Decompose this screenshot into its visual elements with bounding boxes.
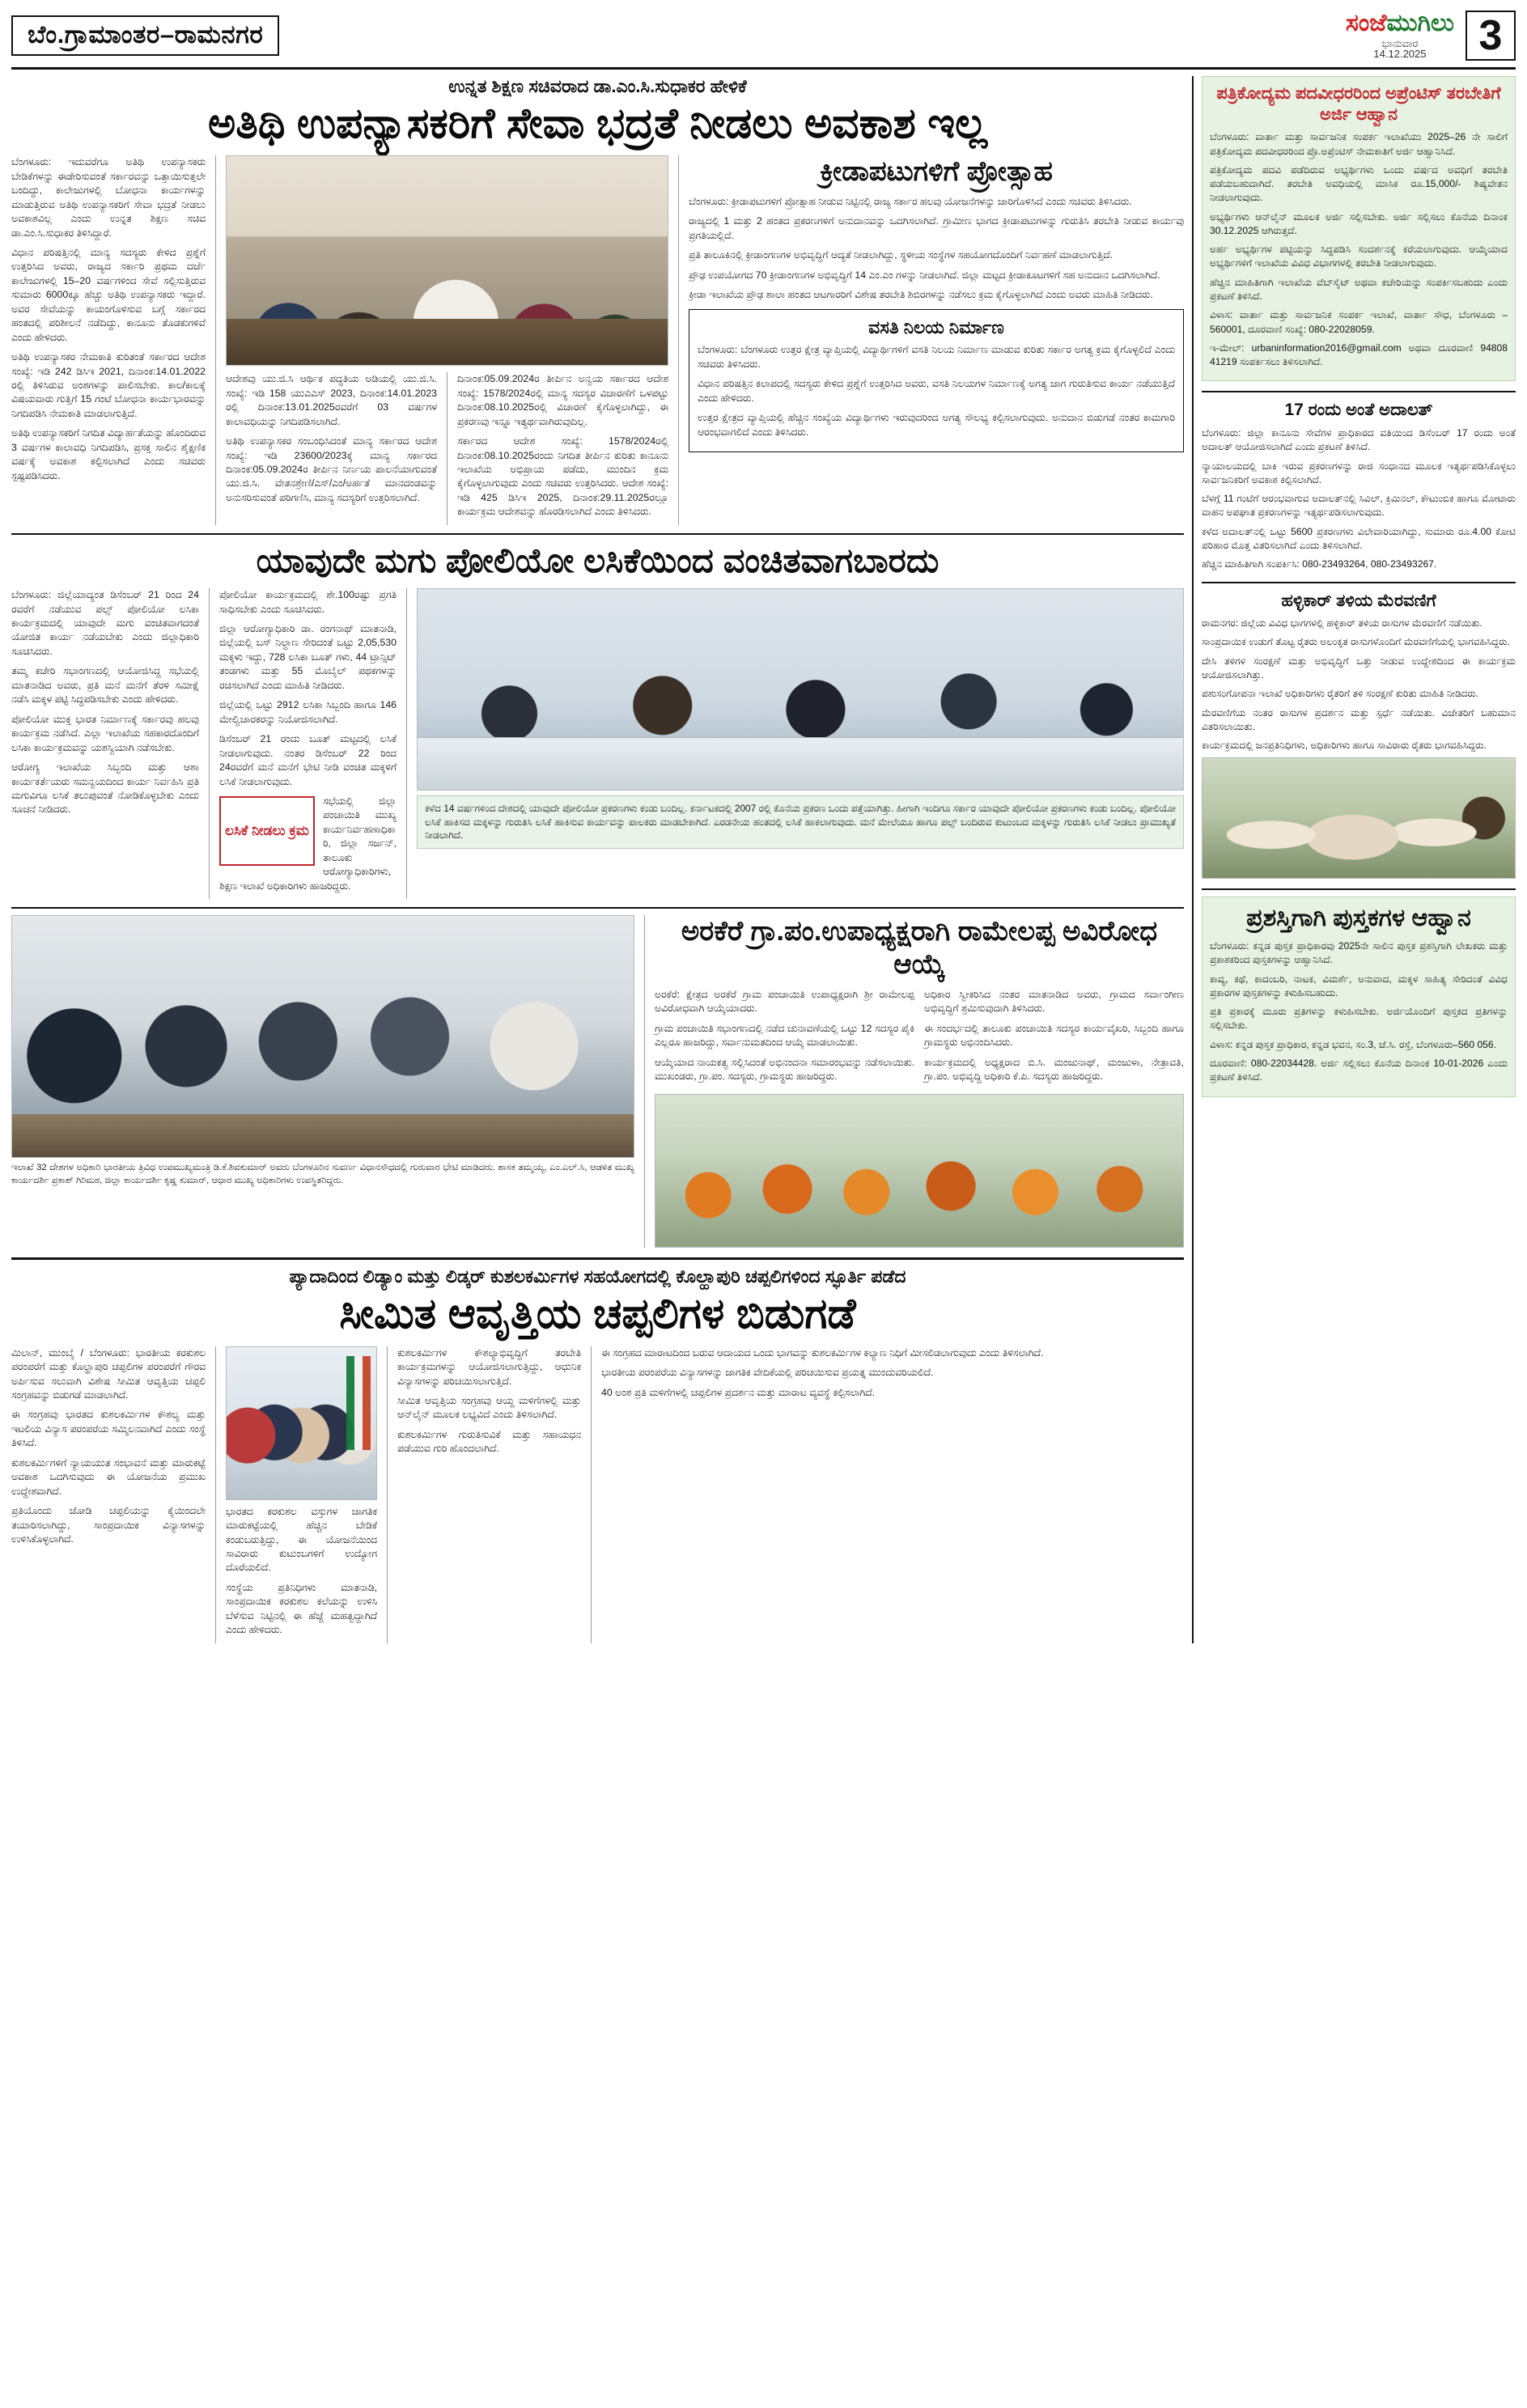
footwear-col-3 <box>387 1346 581 1643</box>
book-award-title: ಪ್ರಶಸ್ತಿಗಾಗಿ ಪುಸ್ತಕಗಳ ಆಹ್ವಾನ <box>1246 905 1471 932</box>
paragraph: ಪ್ರೌಢ ಉಪಯೋಗದ 70 ಕ್ರೀಡಾಂಗಣಗಳ ಅಭಿವೃದ್ಧಿಗೆ 14 ಎಂ.ಎಂ ಗಳನ್ನು ನೀಡಲಾಗಿದೆ. ಜಿಲ್ಲಾ ಮಟ್ಟದ ಕ್ರೀಡಾಕೂಟಗಳಿಗೆ ಸಹ ಅನುದಾನ ಒದಗಿಸಲಾಗಿದೆ. <box>689 269 1160 281</box>
paragraph: ಗ್ರಾಮ ಪಂಚಾಯಿತಿ ಸಭಾಂಗಣದಲ್ಲಿ ನಡೆದ ಚುನಾವಣೆಯಲ್ಲಿ ಒಟ್ಟು 12 ಸದಸ್ಯರ ಪೈಕಿ ಎಲ್ಲರೂ ಹಾಜರಿದ್ದು, ಸರ್ವಾನುಮತದಿಂದ ಆಯ್ಕೆ ಮಾಡಲಾಯಿತು. <box>655 1022 914 1049</box>
paragraph: ಬೆಂಗಳೂರು: ಕ್ರೀಡಾಪಟುಗಳಿಗೆ ಪ್ರೋತ್ಸಾಹ ನೀಡುವ ನಿಟ್ಟಿನಲ್ಲಿ ರಾಜ್ಯ ಸರ್ಕಾರ ಹಲವು ಯೋಜನೆಗಳನ್ನು ಜಾರಿಗೊಳಿಸಿದೆ ಎಂದು ಸಚಿವರು ತಿಳಿಸಿದರು. <box>689 196 1132 208</box>
footwear-article <box>11 1266 1184 1643</box>
vaccine-stamp: ಲಸಿಕೆ ನೀಡಲು ಕ್ರಮ <box>219 796 315 866</box>
hostel-article-box <box>689 309 1184 452</box>
paragraph: ಆಯ್ಕೆಯಾದ ನಾಯಕತ್ವ ಸಲ್ಲಿಸಿದಂತೆ ಅಭಿನಂದನಾ ಸಮಾರಂಭವನ್ನು ನಡೆಸಲಾಯಿತು. ಮುಖಂಡರು, ಗ್ರಾ.ಪಂ. ಸದಸ್ಯರು, ಗ್ರಾಮಸ್ಥರು ಹಾಜರಿದ್ದರು. <box>655 1056 914 1082</box>
divider <box>11 907 1184 909</box>
masthead-left <box>11 8 1015 62</box>
brand-word-1: ಸಂಜೆ <box>1345 10 1387 37</box>
paragraph: ಬೆಂಗಳೂರು: ಇದುವರೆಗೂ ಅತಿಥಿ ಉಪನ್ಯಾಸಕರು ಬೇಡಿಕೆಗಳನ್ನು ಈಡೇರಿಸುವಂತೆ ಸರ್ಕಾರವನ್ನು ಒತ್ತಾಯಿಸುತ್ತಲೇ ಬಂದಿದ್ದು, ಕಾಲೇಜುಗಳಲ್ಲಿ ಬೋಧನಾ ಕಾರ್ಯಗಳನ್ನು ಮಾಡುತ್ತಿರುವ ಅತಿಥಿ ಉಪನ್ಯಾಸಕರಿಗೆ ಸೇವಾ ಭದ್ರತೆ ನೀಡಲು ಅವಕಾಶವಿಲ್ಲ ಎಂದು ಉನ್ನತ ಶಿಕ್ಷಣ ಸಚಿವ ಡಾ.ಎಂ.ಸಿ.ಸುಧಾಕರ ತಿಳಿಸಿದ್ದಾರೆ. <box>11 156 206 239</box>
divider <box>1202 888 1516 890</box>
photo-content <box>1203 758 1515 878</box>
footwear-headline: ಸೀಮಿತ ಆವೃತ್ತಿಯ ಚಪ್ಪಲಿಗಳ ಬಿಡುಗಡೆ <box>339 1291 856 1338</box>
divider <box>1202 391 1516 392</box>
handshake-photo <box>11 915 634 1158</box>
adalat-title: 17 ರಂದು ಅಂತೆ ಅದಾಲತ್ <box>1284 401 1433 420</box>
right-rail <box>1192 76 1516 1643</box>
lead-article <box>11 76 1184 525</box>
brand-name <box>1346 11 1454 36</box>
paragraph: ಪ್ರತಿಯೊಂದು ಜೋಡಿ ಚಪ್ಪಲಿಯನ್ನು ಕೈಯಿಂದಲೇ ತಯಾರಿಸಲಾಗಿದ್ದು, ಸಾಂಪ್ರದಾಯಿಕ ವಿನ್ಯಾಸಗಳನ್ನು ಉಳಿಸಿಕೊಳ್ಳಲಾಗಿದೆ. <box>11 1505 206 1545</box>
paragraph: ಅಧಿಕಾರ ಸ್ವೀಕರಿಸಿದ ನಂತರ ಮಾತನಾಡಿದ ಅವರು, ಗ್ರಾಮದ ಸರ್ವಾಂಗೀಣ ಅಭಿವೃದ್ಧಿಗೆ ಶ್ರಮಿಸುವುದಾಗಿ ತಿಳಿಸಿದರು. <box>924 988 1184 1015</box>
arakere-col-2 <box>924 988 1184 1090</box>
paragraph: ಡಿಸೆಂಬರ್ 21 ರಂದು ಬೂತ್ ಮಟ್ಟದಲ್ಲಿ ಲಸಿಕೆ ನೀಡಲಾಗುವುದು. ನಂತರ ಡಿಸೆಂಬರ್ 22 ರಿಂದ 24ರವರೆಗೆ ಮನೆ ಮನೆಗೆ ಭೇಟಿ ನೀಡಿ ವಂಚಿತ ಮಕ್ಕಳಿಗೆ ಲಸಿಕೆ ನೀಡಲಾಗುವುದು. <box>219 733 397 787</box>
arakere-article <box>644 915 1184 1248</box>
paragraph: ನ್ಯಾಯಾಲಯದಲ್ಲಿ ಬಾಕಿ ಇರುವ ಪ್ರಕರಣಗಳನ್ನು ರಾಜಿ ಸಂಧಾನದ ಮೂಲಕ ಇತ್ಯರ್ಥಪಡಿಸಿಕೊಳ್ಳಲು ಸಾರ್ವಜನಿಕರಿಗೆ ಅವಕಾಶ ಕಲ್ಪಿಸಲಾಗಿದೆ. <box>1202 460 1516 485</box>
paragraph: ಅತಿಥಿ ಉಪನ್ಯಾಸಕರಿಗೆ ನಿಗದಿತ ವಿದ್ಯಾರ್ಹತೆಯನ್ನು ಹೊಂದಿರುವ 3 ವರ್ಷಗಳ ಕಾಲಾವಧಿ ನಿಗದಿಪಡಿಸಿ, ಪ್ರಸಕ್ತ ಸಾಲಿನ ಶೈಕ್ಷಣಿಕ ವರ್ಷಕ್ಕೆ ಅವಕಾಶ ಕಲ್ಪಿಸಲಾಗಿದೆ ಎಂದು ಸಚಿವರು ಸ್ಪಷ್ಟಪಡಿಸಿದರು. <box>11 427 206 481</box>
paragraph: ಈ ಸಂಗ್ರಹವು ಭಾರತದ ಕುಶಲಕರ್ಮಿಗಳ ಕೌಶಲ್ಯ ಮತ್ತು ಇಟಲಿಯ ವಿನ್ಯಾಸ ಪರಂಪರೆಯ ಸಮ್ಮಿಲನವಾಗಿದೆ ಎಂದು ಸಂಸ್ಥೆ ತಿಳಿಸಿದೆ. <box>11 1409 206 1449</box>
sports-article <box>678 155 1184 525</box>
apprentice-title: ಪತ್ರಿಕೋದ್ಯಮ ಪದವೀಧರರಿಂದ ಅಪ್ರೆಂಟಿಸ್ ತರಬೇತಿಗೆ ಅರ್ಜಿ ಆಹ್ವಾನ <box>1216 84 1501 124</box>
paragraph: ಆದೇಶವು ಯು.ಜಿ.ಸಿ ಆರ್ಥಿಕ ಪದ್ಧತಿಯ ಅಡಿಯಲ್ಲಿ ಯು.ಜಿ.ಸಿ. ಸಂಖ್ಯೆ: ಇಡಿ 158 ಯುಎಎಸ್ 2023, ದಿನಾಂಕ:14.01.2023 ರಲ್ಲಿ ದಿನಾಂಕ:13.01.2025ರವರೆಗೆ 03 ವರ್ಷಗಳ ಕಾಲಾವಧಿಯನ್ನು ನಿಗದಿಪಡಿಸಲಾಗಿದೆ. <box>226 373 437 427</box>
paragraph: ವಿಳಾಸ: ವಾರ್ತಾ ಮತ್ತು ಸಾರ್ವಜನಿಕ ಸಂಪರ್ಕ ಇಲಾಖೆ, ವಾರ್ತಾ ಸೌಧ, ಬೆಂಗಳೂರು – 560001, ದೂರವಾಣಿ ಸಂಖ್ಯೆ: 080-22028059. <box>1210 309 1508 335</box>
paragraph: ಅರ್ಹ ಅಭ್ಯರ್ಥಿಗಳ ಪಟ್ಟಿಯನ್ನು ಸಿದ್ಧಪಡಿಸಿ ಸಂದರ್ಶನಕ್ಕೆ ಕರೆಯಲಾಗುವುದು. ಆಯ್ಕೆಯಾದ ಅಭ್ಯರ್ಥಿಗಳಿಗೆ ಇಲಾಖೆಯ ವಿವಿಧ ವಿಭಾಗಗಳಲ್ಲಿ ತರಬೇತಿ ನೀಡಲಾಗುವುದು. <box>1210 244 1508 269</box>
assembly-photo <box>226 155 668 366</box>
polio-article <box>11 541 1184 899</box>
paragraph: ಹೆಚ್ಚಿನ ಮಾಹಿತಿಗಾಗಿ ಸಂಪರ್ಕಿಸಿ: 080-23493264, 080-23493267. <box>1202 558 1437 570</box>
mid-section <box>11 915 1184 1248</box>
paragraph: ದೂರವಾಣಿ: 080-22034428. ಅರ್ಜಿ ಸಲ್ಲಿಸಲು ಕೊನೆಯ ದಿನಾಂಕ 10-01-2026 ಎಂದು ಪ್ರಕಟಣೆ ತಿಳಿಸಿದೆ. <box>1210 1058 1508 1083</box>
paragraph: ಸೀಮಿತ ಆವೃತ್ತಿಯ ಸಂಗ್ರಹವು ಆಯ್ದ ಮಳಿಗೆಗಳಲ್ಲಿ ಮತ್ತು ಆನ್‌ಲೈನ್ ಮೂಲಕ ಲಭ್ಯವಿದೆ ಎಂದು ತಿಳಿಸಲಾಗಿದೆ. <box>397 1395 581 1421</box>
paragraph: ಕ್ರೀಡಾ ಇಲಾಖೆಯ ಪ್ರೌಢ ಶಾಲಾ ಹಂತದ ಆಟಗಾರರಿಗೆ ವಿಶೇಷ ತರಬೇತಿ ಶಿಬಿರಗಳನ್ನು ನಡೆಸಲು ಕ್ರಮ ಕೈಗೊಳ್ಳಲಾಗಿದೆ ಎಂದು ಅವರು ಮಾಹಿತಿ ನೀಡಿದರು. <box>689 289 1153 301</box>
lead-col-2 <box>215 155 668 525</box>
delegation-photo <box>226 1346 377 1500</box>
main-column <box>11 76 1184 1643</box>
paragraph: ಪ್ರತಿ ಪ್ರಕಾರಕ್ಕೆ ಮೂರು ಪ್ರತಿಗಳನ್ನು ಕಳುಹಿಸಬೇಕು. ಅರ್ಜಿಯೊಂದಿಗೆ ಪುಸ್ತಕದ ಪ್ರತಿಗಳನ್ನು ಸಲ್ಲಿಸಬೇಕು. <box>1210 1006 1508 1032</box>
polio-col-2 <box>209 588 397 899</box>
divider <box>11 1257 1184 1260</box>
paragraph: ಪೋಲಿಯೋ ಮುಕ್ತ ಭಾರತ ನಿರ್ಮಾಣಕ್ಕೆ ಸರ್ಕಾರವು ಹಲವು ಕಾರ್ಯಕ್ರಮ ನಡೆಸಿದೆ. ಎಲ್ಲಾ ಇಲಾಖೆಯ ಸಹಕಾರದೊಂದಿಗೆ ಲಸಿಕಾ ಕಾರ್ಯಕ್ರಮವನ್ನು ಯಶಸ್ವಿಯಾಗಿ ನಡೆಸಬೇಕು. <box>11 713 199 753</box>
masthead-right <box>1015 8 1516 62</box>
polio-columns <box>11 588 1184 899</box>
paragraph: ಕಾವ್ಯ, ಕಥೆ, ಕಾದಂಬರಿ, ನಾಟಕ, ವಿಮರ್ಶೆ, ಅನುವಾದ, ಮಕ್ಕಳ ಸಾಹಿತ್ಯ ಸೇರಿದಂತೆ ವಿವಿಧ ಪ್ರಕಾರಗಳ ಪುಸ್ತಕಗಳನ್ನು ಕಳುಹಿಸಬಹುದು. <box>1210 973 1508 998</box>
lead-col-1 <box>11 155 206 525</box>
hallikar-title: ಹಳ್ಳಿಕಾರ್ ತಳಿಯ ಮೆರವಣಿಗೆ <box>1281 591 1436 610</box>
paragraph: ಅರಕೆರೆ: ಕ್ಷೇತ್ರದ ಅರಕೆರೆ ಗ್ರಾಮ ಪಂಚಾಯಿತಿ ಉಪಾಧ್ಯಕ್ಷರಾಗಿ ಶ್ರೀ ರಾಮೇಲಪ್ಪ ಅವಿರೋಧವಾಗಿ ಆಯ್ಕೆಯಾದರು. <box>655 988 914 1015</box>
lead-kicker: ಉನ್ನತ ಶಿಕ್ಷಣ ಸಚಿವರಾದ ಡಾ.ಎಂ.ಸಿ.ಸುಧಾಕರ ಹೇಳಿಕೆ <box>448 76 747 96</box>
lead-col-2b <box>447 372 668 525</box>
sports-headline: ಕ್ರೀಡಾಪಟುಗಳಿಗೆ ಪ್ರೋತ್ಸಾಹ <box>820 156 1053 188</box>
lead-columns <box>11 155 1184 525</box>
arakere-headline: ಅರಕೆರೆ ಗ್ರಾ.ಪಂ.ಉಪಾಧ್ಯಕ್ಷರಾಗಿ ರಾಮೇಲಪ್ಪ ಅವಿರೋಧ ಆಯ್ಕೆ <box>681 916 1158 980</box>
paragraph: ಪೋಲಿಯೋ ಕಾರ್ಯಕ್ರಮದಲ್ಲಿ ಶೇ.100ರಷ್ಟು ಪ್ರಗತಿ ಸಾಧಿಸಬೇಕು ಎಂದು ಸೂಚಿಸಿದರು. <box>219 589 397 615</box>
paragraph: ಕುಶಲಕರ್ಮಿಗಳಿಗೆ ನ್ಯಾಯಯುತ ಸಂಭಾವನೆ ಮತ್ತು ಮಾರುಕಟ್ಟೆ ಅವಕಾಶ ಒದಗಿಸುವುದು ಈ ಯೋಜನೆಯ ಪ್ರಮುಖ ಉದ್ದೇಶವಾಗಿದೆ. <box>11 1456 206 1497</box>
section-tag: ಬೆಂ.ಗ್ರಾಮಾಂತರ–ರಾಮನಗರ <box>11 15 279 56</box>
paragraph: ಬೆಂಗಳೂರು: ಬೆಂಗಳೂರು ಉತ್ತರ ಕ್ಷೇತ್ರ ವ್ಯಾಪ್ತಿಯಲ್ಲಿ ವಿದ್ಯಾರ್ಥಿಗಳಿಗೆ ವಸತಿ ನಿಲಯ ನಿರ್ಮಾಣ ಮಾಡುವ ಕುರಿತು ಸರ್ಕಾರ ಅಗತ್ಯ ಕ್ರಮ ಕೈಗೊಳ್ಳಲಿದೆ ಎಂದು ಸಚಿವರು ತಿಳಿಸಿದರು. <box>698 344 1175 370</box>
paragraph: ಭಾರತೀಯ ಪರಂಪರೆಯ ವಿನ್ಯಾಸಗಳನ್ನು ಜಾಗತಿಕ ವೇದಿಕೆಯಲ್ಲಿ ಪರಿಚಯಿಸುವ ಪ್ರಯತ್ನ ಮುಂದುವರಿಯಲಿದೆ. <box>601 1367 934 1379</box>
paragraph: ತಮ್ಮ ಕಚೇರಿ ಸಭಾಂಗಣದಲ್ಲಿ ಆಯೋಜಿಸಿದ್ದ ಸಭೆಯಲ್ಲಿ ಮಾತನಾಡಿದ ಅವರು, ಪ್ರತಿ ಮನೆ ಮನೆಗೆ ತೆರಳಿ ಸಮೀಕ್ಷೆ ನಡೆಸಿ ಮಕ್ಕಳ ಪಟ್ಟಿ ಸಿದ್ಧಪಡಿಸಬೇಕು ಎಂದು ಹೇಳಿದರು. <box>11 665 199 706</box>
paragraph: ವಿಧಾನ ಪರಿಷತ್ತಿನ ಕಲಾಪದಲ್ಲಿ ಸದಸ್ಯರು ಕೇಳಿದ ಪ್ರಶ್ನೆಗೆ ಉತ್ತರಿಸಿದ ಅವರು, ವಸತಿ ನಿಲಯಗಳ ನಿರ್ಮಾಣಕ್ಕೆ ಅಗತ್ಯ ಜಾಗ ಗುರುತಿಸುವ ಕಾರ್ಯ ನಡೆಯುತ್ತಿದೆ ಎಂದು ಹೇಳಿದರು. <box>698 378 1175 404</box>
paragraph: ಅಭ್ಯರ್ಥಿಗಳು ಆನ್‌ಲೈನ್ ಮೂಲಕ ಅರ್ಜಿ ಸಲ್ಲಿಸಬೇಕು. ಅರ್ಜಿ ಸಲ್ಲಿಸಲು ಕೊನೆಯ ದಿನಾಂಕ 30.12.2025 ಆಗಿರುತ್ತದೆ. <box>1210 210 1508 236</box>
paragraph: ಸರ್ಕಾರದ ಆದೇಶ ಸಂಖ್ಯೆ: 1578/2024ರಲ್ಲಿ ದಿನಾಂಕ:08.10.2025ರಂದು ನಿಗದಿತ ತೀರ್ಪಿನ ಕುರಿತು ಕಾನೂನು ಇಲಾಖೆಯ ಅಭಿಪ್ರಾಯ ಪಡೆದು, ಮುಂದಿನ ಕ್ರಮ ಕೈಗೊಳ್ಳಲಾಗುವುದು ಎಂದು ಸಚಿವರು ಉತ್ತರಿಸಿದರು. ಆದೇಶ ಸಂಖ್ಯೆ: ಇಡಿ 425 ಡಿಸಿಇ 2025, ದಿನಾಂಕ:29.11.2025ರಲ್ಲೂ ಕಾರ್ಯಕ್ರಮ ಆದೇಶವನ್ನು ಹೊರಡಿಸಲಾಗಿದೆ ಎಂದು ತಿಳಿಸಿದರು. <box>457 435 668 518</box>
footwear-col-1 <box>11 1346 206 1643</box>
handshake-block <box>11 915 634 1248</box>
paragraph: ಉತ್ತರ ಕ್ಷೇತ್ರದ ವ್ಯಾಪ್ತಿಯಲ್ಲಿ ಹೆಚ್ಚಿನ ಸಂಖ್ಯೆಯ ವಿದ್ಯಾರ್ಥಿಗಳು ಇರುವುದರಿಂದ ಅಗತ್ಯ ಸೌಲಭ್ಯ ಕಲ್ಪಿಸಲಾಗುವುದು. ಅನುದಾನ ಬಿಡುಗಡೆ ನಂತರ ಕಾಮಗಾರಿ ಆರಂಭವಾಗಲಿದೆ ಎಂದು ತಿಳಿಸಿದರು. <box>698 412 1175 438</box>
paragraph: ರಾಜ್ಯದಲ್ಲಿ 1 ಮತ್ತು 2 ಹಂತದ ಪ್ರಕರಣಗಳಿಗೆ ಅನುದಾನವನ್ನು ಒದಗಿಸಲಾಗಿದೆ. ಗ್ರಾಮೀಣ ಭಾಗದ ಕ್ರೀಡಾಪಟುಗಳನ್ನು ಗುರುತಿಸಿ ತರಬೇತಿ ನೀಡುವ ಕಾರ್ಯವು ಪ್ರಗತಿಯಲ್ಲಿದೆ. <box>689 215 1184 241</box>
brand-day: ಭಾನುವಾರ <box>1381 36 1419 49</box>
paragraph: ಆರೋಗ್ಯ ಇಲಾಖೆಯ ಸಿಬ್ಬಂದಿ ಮತ್ತು ಆಶಾ ಕಾರ್ಯಕರ್ತೆಯರು ಸಮನ್ವಯದಿಂದ ಕಾರ್ಯ ನಿರ್ವಹಿಸಿ ಪ್ರತಿ ಮಗುವಿಗೂ ಲಸಿಕೆ ತಲುಪುವಂತೆ ನೋಡಿಕೊಳ್ಳಬೇಕು ಎಂದು ಸೂಚನೆ ನೀಡಿದರು. <box>11 761 199 816</box>
paragraph: ಪಶುಸಂಗೋಪನಾ ಇಲಾಖೆ ಅಧಿಕಾರಿಗಳು ರೈತರಿಗೆ ತಳಿ ಸಂರಕ್ಷಣೆ ಕುರಿತು ಮಾಹಿತಿ ನೀಡಿದರು. <box>1202 688 1479 700</box>
polio-col-3 <box>406 588 1184 899</box>
paragraph: ಜಿಲ್ಲೆಯಲ್ಲಿ ಒಟ್ಟು 2912 ಲಸಿಕಾ ಸಿಬ್ಬಂದಿ ಹಾಗೂ 146 ಮೇಲ್ವಿಚಾರಕರನ್ನು ನಿಯೋಜಿಸಲಾಗಿದೆ. <box>219 699 397 725</box>
polio-callout: ಕಳೆದ 14 ವರ್ಷಗಳಿಂದ ದೇಶದಲ್ಲಿ ಯಾವುದೇ ಪೋಲಿಯೋ ಪ್ರಕರಣಗಳು ಕಂಡು ಬಂದಿಲ್ಲ. ಕರ್ನಾಟಕದಲ್ಲಿ 2007 ರಲ್ಲಿ ಕೊನೆಯ ಪ್ರಕರಣ ಒಂದು ಪತ್ತೆಯಾಗಿತ್ತು. ಹೀಗಾಗಿ ಇಂದಿಗೂ ಸರ್ಕಾರ ಯಾವುದೇ ಪೋಲಿಯೋ ಪ್ರಕರಣಗಳು ಕಂಡು ಬಂದಿಲ್ಲ. ಪೋಲಿಯೋ ಲಸಿಕೆ ಹಾಕಿಸದ ಮಕ್ಕಳನ್ನು ಗುರುತಿಸಿ ಲಸಿಕೆ ಹಾಕಿಸುವ ಕಾರ್ಯವನ್ನು ಪಾಲಕರು ಮಾಡಬೇಕಾಗಿದೆ. ಎರಡನೇಯ ಹಂತದಲ್ಲಿ ಲಸಿಕೆ ಹಾಕಲಾಗುವುದು. ಮನೆ ಮೇಲೆಯೂ ಹಾಗೂ ಪಲ್ಸ್ ಬಂದಿರುವ ಕುಟುಂಬದ ಮಕ್ಕಳನ್ನು ಗುರುತಿಸಿ ಲಸಿಕೆ ನೀಡಲು ಪ್ರಾಮುಖ್ಯತೆ ನೀಡಲಾಗಿದೆ. <box>417 795 1184 849</box>
apprentice-notice <box>1202 76 1516 381</box>
paragraph: ಈ ಸಂಗ್ರಹದ ಮಾರಾಟದಿಂದ ಬರುವ ಆದಾಯದ ಒಂದು ಭಾಗವನ್ನು ಕುಶಲಕರ್ಮಿಗಳ ಕಲ್ಯಾಣ ನಿಧಿಗೆ ಮೀಸಲಿಡಲಾಗುವುದು ಎಂದು ತಿಳಿಸಲಾಗಿದೆ. <box>601 1346 1044 1359</box>
paragraph: ಹೆಚ್ಚಿನ ಮಾಹಿತಿಗಾಗಿ ಇಲಾಖೆಯ ವೆಬ್‌ಸೈಟ್ ಅಥವಾ ಕಚೇರಿಯನ್ನು ಸಂಪರ್ಕಿಸಬಹುದು ಎಂದು ಪ್ರಕಟಣೆ ತಿಳಿಸಿದೆ. <box>1210 276 1508 303</box>
footwear-columns <box>11 1346 1184 1643</box>
arakere-columns <box>655 988 1184 1090</box>
paragraph: 40 ಅಂಶ ಪ್ರತಿ ಮಳಿಗೆಗಳಲ್ಲಿ ಚಪ್ಪಲಿಗಳ ಪ್ರದರ್ಶನ ಮತ್ತು ಮಾರಾಟ ವ್ಯವಸ್ಥೆ ಕಲ್ಪಿಸಲಾಗಿದೆ. <box>601 1386 876 1398</box>
photo-content <box>12 916 634 1157</box>
paragraph: ಕುಶಲಕರ್ಮಿಗಳ ಗುರುತಿಸುವಿಕೆ ಮತ್ತು ಸಹಾಯಧನ ಪಡೆಯುವ ಗುರಿ ಹೊಂದಲಾಗಿದೆ. <box>397 1428 581 1455</box>
paragraph: ಬೆಂಗಳೂರು: ಜಿಲ್ಲಾ ಕಾನೂನು ಸೇವೆಗಳ ಪ್ರಾಧಿಕಾರದ ವತಿಯಿಂದ ಡಿಸೆಂಬರ್ 17 ರಂದು ಅಂತೆ ಅದಾಲತ್ ಆಯೋಜಿಸಲಾಗಿದೆ ಎಂದು ಪ್ರಕಟಣೆ ತಿಳಿಸಿದೆ. <box>1202 427 1516 453</box>
paragraph: ದೇಸಿ ತಳಿಗಳ ಸಂರಕ್ಷಣೆ ಮತ್ತು ಅಭಿವೃದ್ಧಿಗೆ ಒತ್ತು ನೀಡುವ ಉದ್ದೇಶದಿಂದ ಈ ಕಾರ್ಯಕ್ರಮ ಆಯೋಜಿಸಲಾಗಿತ್ತು. <box>1202 655 1516 681</box>
book-award-notice <box>1202 897 1516 1096</box>
adalat-notice <box>1202 400 1516 571</box>
cattle-photo <box>1202 757 1516 879</box>
hostel-headline: ವಸತಿ ನಿಲಯ ನಿರ್ಮಾಣ <box>868 316 1004 337</box>
paragraph: ರಾಮನಗರ: ಜಿಲ್ಲೆಯ ವಿವಿಧ ಭಾಗಗಳಲ್ಲಿ ಹಳ್ಳಿಕಾರ್ ತಳಿಯ ರಾಸುಗಳ ಮೆರವಣಿಗೆ ನಡೆಯಿತು. <box>1202 617 1482 630</box>
paragraph: ಕುಶಲಕರ್ಮಿಗಳ ಕೌಶಲ್ಯಾಭಿವೃದ್ಧಿಗೆ ತರಬೇತಿ ಕಾರ್ಯಕ್ರಮಗಳನ್ನು ಆಯೋಜಿಸಲಾಗುತ್ತಿದ್ದು, ಆಧುನಿಕ ವಿನ್ಯಾಸಗಳನ್ನು ಪರಿಚಯಿಸಲಾಗುತ್ತಿದೆ. <box>397 1346 581 1387</box>
paragraph: ಕಳೆದ ಅದಾಲತ್‌ನಲ್ಲಿ ಒಟ್ಟು 5600 ಪ್ರಕರಣಗಳು ವಿಲೇವಾರಿಯಾಗಿದ್ದು, ಸುಮಾರು ರೂ.4.00 ಕೋಟಿ ಪರಿಹಾರ ಮೊತ್ತ ವಿತರಿಸಲಾಗಿದೆ ಎಂದು ತಿಳಿಸಲಾಗಿದೆ. <box>1202 525 1516 552</box>
paragraph: ಬೆಂಗಳೂರು: ಜಿಲ್ಲೆಯಾದ್ಯಂತ ಡಿಸೆಂಬರ್ 21 ರಿಂದ 24 ರವರೆಗೆ ನಡೆಯುವ ಪಲ್ಸ್ ಪೋಲಿಯೋ ಲಸಿಕಾ ಕಾರ್ಯಕ್ರಮದಲ್ಲಿ ಯಾವುದೇ ಮಗು ವಂಚಿತವಾಗದಂತೆ ಯೋಜಿತ ಕಾರ್ಯ ನಡೆಯಬೇಕು ಎಂದು ಜಿಲ್ಲಾಧಿಕಾರಿ ಸೂಚಿಸಿದರು. <box>11 589 199 657</box>
paragraph: ವಿಧಾನ ಪರಿಷತ್ತಿನಲ್ಲಿ ಮಾನ್ಯ ಸದಸ್ಯರು ಕೇಳಿದ ಪ್ರಶ್ನೆಗೆ ಉತ್ತರಿಸಿದ ಅವರು, ರಾಜ್ಯದ ಸರ್ಕಾರಿ ಪ್ರಥಮ ದರ್ಜೆ ಕಾಲೇಜುಗಳಲ್ಲಿ 15–20 ವರ್ಷಗಳಿಂದ ಸೇವೆ ಸಲ್ಲಿಸುತ್ತಿರುವ ಸುಮಾರು 6000ಕ್ಕೂ ಹೆಚ್ಚು ಅತಿಥಿ ಉಪನ್ಯಾಸಕರು ಇದ್ದಾರೆ. ಅವರ ಸೇವೆಯನ್ನು ಕಾಯಂಗೊಳಿಸುವ ಬಗ್ಗೆ ಸರ್ಕಾರದ ಹಂತದಲ್ಲಿ ಪರಿಶೀಲನೆ ನಡೆದಿದ್ದು, ಕಾನೂನು ತೊಡಕುಗಳಿವೆ ಎಂದು ಹೇಳಿದರು. <box>11 246 206 343</box>
lead-col-2a <box>226 372 437 525</box>
paragraph: ಅತಿಥಿ ಉಪನ್ಯಾಸಕರ ನೇಮಕಾತಿ ಕುರಿತಂತೆ ಸರ್ಕಾರದ ಆದೇಶ ಸಂಖ್ಯೆ: ಇಡಿ 242 ಡಿಸಿಇ 2021, ದಿನಾಂಕ:14.01.2022 ರಲ್ಲಿ ತಿಳಿಸಿರುವ ಅಂಶಗಳನ್ನು ಪಾಲಿಸಬೇಕು. ಕಾಲ/ಕಾಲಕ್ಕೆ ವಿಷಯವಾರು ಗುತ್ತಿಗೆ 15 ಗಂಟೆ ಬೋಧನಾ ಕಾರ್ಯಭಾರವನ್ನು ನಿಗದಿಪಡಿಸಿ ನೇಮಕಾತಿ ಮಾಡಲಾಗುತ್ತಿದೆ. <box>11 351 206 419</box>
paragraph: ಪ್ರತಿ ತಾಲೂಕಿನಲ್ಲಿ ಕ್ರೀಡಾಂಗಣಗಳ ಅಭಿವೃದ್ಧಿಗೆ ಆದ್ಯತೆ ನೀಡಲಾಗಿದ್ದು, ಸ್ಥಳೀಯ ಸಂಸ್ಥೆಗಳ ಸಹಯೋಗದೊಂದಿಗೆ ನಿರ್ವಹಣೆ ಮಾಡಲಾಗುತ್ತಿದೆ. <box>689 249 1113 261</box>
paragraph: ಪತ್ರಿಕೋದ್ಯಮ ಪದವಿ ಪಡೆದಿರುವ ಅಭ್ಯರ್ಥಿಗಳು ಒಂದು ವರ್ಷದ ಅವಧಿಗೆ ತರಬೇತಿ ಪಡೆಯಬಹುದಾಗಿದೆ. ತರಬೇತಿ ಅವಧಿಯಲ್ಲಿ ಮಾಸಿಕ ರೂ.15,000/- ಶಿಷ್ಯವೇತನ ನೀಡಲಾಗುವುದು. <box>1210 163 1508 204</box>
paragraph: ಜಿಲ್ಲಾ ಆರೋಗ್ಯಾಧಿಕಾರಿ ಡಾ. ರಂಗನಾಥ್ ಮಾತನಾಡಿ, ಜಿಲ್ಲೆಯಲ್ಲಿ ಬಸ್ ನಿಲ್ದಾಣ ಸೇರಿದಂತೆ ಒಟ್ಟು 2,05,530 ಮಕ್ಕಳು ಇದ್ದು, 728 ಲಸಿಕಾ ಬೂತ್ ಗಳು, 44 ಟ್ರಾನ್ಸಿಟ್ ತಂಡಗಳು ಮತ್ತು 55 ಮೊಬೈಲ್ ಪಥಕಗಳನ್ನು ರಚಿಸಲಾಗಿದೆ ಎಂದು ಮಾಹಿತಿ ನೀಡಿದರು. <box>219 622 397 691</box>
paragraph: ಬೆಂಗಳೂರು: ಕನ್ನಡ ಪುಸ್ತಕ ಪ್ರಾಧಿಕಾರವು 2025ನೇ ಸಾಲಿನ ಪುಸ್ತಕ ಪ್ರಶಸ್ತಿಗಾಗಿ ಲೇಖಕರು ಮತ್ತು ಪ್ರಕಾಶಕರಿಂದ ಪುಸ್ತಕಗಳನ್ನು ಆಹ್ವಾನಿಸಿದೆ. <box>1210 940 1508 966</box>
paragraph: ದಿನಾಂಕ:05.09.2024ರ ತೀರ್ಪಿನ ಅನ್ವಯ ಸರ್ಕಾರದ ಆದೇಶ ಸಂಖ್ಯೆ: 1578/2024ರಲ್ಲಿ ಮಾನ್ಯ ಸದಸ್ಯರ ವಿಚಾರಣೆಗೆ ಒಳಪಟ್ಟು ದಿನಾಂಕ:08.10.2025ರಲ್ಲಿ ವಿಚಾರಣೆ ಕೈಗೊಳ್ಳಲಾಗಿದ್ದು, ಈ ಪ್ರಕರಣವು ಇನ್ನೂ ಇತ್ಯರ್ಥವಾಗಿರುವುದಿಲ್ಲ. <box>457 373 668 427</box>
polio-col-1 <box>11 588 199 899</box>
footwear-photo-col <box>215 1346 377 1643</box>
brand-logo <box>1346 11 1454 60</box>
handshake-caption: ಇಲಾಖೆ 32 ದೇಶಗಳ ಅಧಿಕಾರಿ ಭಾರತೀಯ ತ್ರಿವಿಧ ಉಪಮುಖ್ಯಮಂತ್ರಿ ಡಿ.ಕೆ.ಶಿವಕುಮಾರ್ ಅವರು ಬೆಂಗಳೂರಿನ ಸುವರ್ಣ ವಿಧಾನಸೌಧದಲ್ಲಿ ಗುರುವಾರ ಭೇಟಿ ಮಾಡಿದರು. ಶಾಸಕ ತಮ್ಮಯ್ಯ, ಎಂ.ಎಲ್.ಸಿ, ಆಡಳಿತ ಮುಖ್ಯ ಕಾರ್ಯದರ್ಶಿ ಪ್ರಕಾಶ್ ಗಿರಿಮಠ, ಜಿಲ್ಲಾ ಕಾರ್ಯದರ್ಶಿ ಕೃಷ್ಣ ಕುಮಾರ್, ಆಧಾರ ಮುಖ್ಯ ಅಧಿಕಾರಿಗಳು ಉಪಸ್ಥಿತರಿದ್ದರು. <box>11 1163 634 1185</box>
paragraph: ಬೆಳಗ್ಗೆ 11 ಗಂಟೆಗೆ ಆರಂಭವಾಗುವ ಅದಾಲತ್‌ನಲ್ಲಿ ಸಿವಿಲ್, ಕ್ರಿಮಿನಲ್, ಕೌಟುಂಬಿಕ ಹಾಗೂ ಮೋಟಾರು ವಾಹನ ಅಪಘಾತ ಪ್ರಕರಣಗಳನ್ನು ಇತ್ಯರ್ಥಪಡಿಸಲಾಗುವುದು. <box>1202 493 1516 519</box>
lead-sub-columns <box>226 372 668 525</box>
paragraph: ಮೆರವಣಿಗೆಯ ನಂತರ ರಾಸುಗಳ ಪ್ರದರ್ಶನ ಮತ್ತು ಸ್ಪರ್ಧೆ ನಡೆಯಿತು. ವಿಜೇತರಿಗೆ ಬಹುಮಾನ ವಿತರಿಸಲಾಯಿತು. <box>1202 706 1516 732</box>
masthead <box>11 8 1516 70</box>
footwear-col-4 <box>591 1346 1184 1643</box>
paragraph: ಭಾರತದ ಕರಕುಶಲ ವಸ್ತುಗಳ ಜಾಗತಿಕ ಮಾರುಕಟ್ಟೆಯಲ್ಲಿ ಹೆಚ್ಚಿನ ಬೇಡಿಕೆ ಕಂಡುಬರುತ್ತಿದ್ದು, ಈ ಯೋಜನೆಯಿಂದ ಸಾವಿರಾರು ಕುಟುಂಬಗಳಿಗೆ ಉದ್ಯೋಗ ದೊರೆಯಲಿದೆ. <box>226 1505 377 1574</box>
lead-headline: ಅತಿಥಿ ಉಪನ್ಯಾಸಕರಿಗೆ ಸೇವಾ ಭದ್ರತೆ ನೀಡಲು ಅವಕಾಶ ಇಲ್ಲ <box>208 100 987 147</box>
press-meet-photo <box>417 588 1184 791</box>
photo-content <box>227 1347 376 1499</box>
page-body <box>11 76 1516 1643</box>
paragraph: ಇ-ಮೇಲ್: urbaninformation2016@gmail.com ಅಥವಾ ದೂರವಾಣಿ 94808 41219 ಸಂಪರ್ಕಿಸಲು ತಿಳಿಸಲಾಗಿದೆ. <box>1210 341 1508 368</box>
paragraph: ವಿಳಾಸ: ಕನ್ನಡ ಪುಸ್ತಕ ಪ್ರಾಧಿಕಾರ, ಕನ್ನಡ ಭವನ, ಸಂ.3, ಜೆ.ಸಿ. ರಸ್ತೆ, ಬೆಂಗಳೂರು–560 056. <box>1210 1038 1496 1050</box>
paragraph: ಕಾರ್ಯಕ್ರಮದಲ್ಲಿ ಅಧ್ಯಕ್ಷರಾದ ಬಿ.ಸಿ. ಮಂಜುನಾಥ್, ಮಂಜುಳಾ, ನೇತ್ರಾವತಿ, ಗ್ರಾ.ಪಂ. ಅಭಿವೃದ್ಧಿ ಅಧಿಕಾರಿ ಕೆ.ಪಿ. ಸದಸ್ಯರು ಹಾಜರಿದ್ದರು. <box>924 1056 1184 1082</box>
divider <box>1202 582 1516 583</box>
paragraph: ಸಂಸ್ಥೆಯ ಪ್ರತಿನಿಧಿಗಳು ಮಾತನಾಡಿ, ಸಾಂಪ್ರದಾಯಿಕ ಕರಕುಶಲ ಕಲೆಯನ್ನು ಉಳಿಸಿ ಬೆಳೆಸುವ ನಿಟ್ಟಿನಲ್ಲಿ ಈ ಹೆಜ್ಜೆ ಮಹತ್ವದ್ದಾಗಿದೆ ಎಂದು ಹೇಳಿದರು. <box>226 1581 377 1636</box>
brand-date: 14.12.2025 <box>1373 48 1427 61</box>
photo-content <box>227 156 668 365</box>
page-number: 3 <box>1465 11 1516 61</box>
paragraph: ಅತಿಥಿ ಉಪನ್ಯಾಸಕರ ಸಂಬಂಧಿಸಿದಂತೆ ಮಾನ್ಯ ಸರ್ಕಾರದ ಆದೇಶ ಸಂಖ್ಯೆ: ಇಡಿ 23600/2023ಕ್ಕೆ ಮಾನ್ಯ ಸರ್ಕಾರದ ದಿನಾಂಕ:05.09.2024ರ ತೀರ್ಪಿನ ನಿರ್ಣಯ ಪಾಲನೆಯಾಗುವಂತೆ ಯು.ಜಿ.ಸಿ. ವೇತನಶ್ರೇಣಿ/ಎಸ್/ಎಂ/ಅರ್ಹತೆ ಮಾನದಂಡವನ್ನು ಅನುಸರಿಸುವಂತೆ ಪರಿಗಣಿಸಿ, ಮಾನ್ಯ ಸದಸ್ಯರಿಗೆ ಉತ್ತರಿಸಲಾಗಿದೆ. <box>226 435 437 503</box>
brand-word-2: ಮುಗಿಲು <box>1386 10 1454 37</box>
paragraph: ಬೆಂಗಳೂರು: ವಾರ್ತಾ ಮತ್ತು ಸಾರ್ವಜನಿಕ ಸಂಪರ್ಕ ಇಲಾಖೆಯು 2025–26 ನೇ ಸಾಲಿಗೆ ಪತ್ರಿಕೋದ್ಯಮ ಪದವೀಧರರಿಂದ ಪ್ರೊ.ಅಪ್ರೆಂಟಿಸ್ ನೇಮಕಾತಿಗೆ ಅರ್ಜಿ ಆಹ್ವಾನಿಸಿದೆ. <box>1210 131 1508 157</box>
photo-content <box>655 1095 1183 1247</box>
paragraph: ಈ ಸಂದರ್ಭದಲ್ಲಿ ತಾಲೂಕು ಪಂಚಾಯಿತಿ ಸದಸ್ಯರ ಕಾರ್ಯವೈಖರಿ, ಸಿಬ್ಬಂದಿ ಹಾಗೂ ಗ್ರಾಮಸ್ಥರು ಅಭಿನಂದಿಸಿದರು. <box>924 1022 1184 1049</box>
divider <box>11 533 1184 535</box>
footwear-kicker: ಪ್ಯಾದಾದಿಂದ ಲಿಡ್ಯಾಂ ಮತ್ತು ಲಿಡ್ಕರ್ ಕುಶಲಕರ್ಮಿಗಳ ಸಹಯೋಗದಲ್ಲಿ ಕೊಲ್ಹಾಪುರಿ ಚಪ್ಪಲಿಗಳಿಂದ ಸ್ಫೂರ್ತಿ ಪಡೆದ <box>289 1266 906 1287</box>
arakere-col-1 <box>655 988 914 1090</box>
paragraph: ಸಾಂಪ್ರದಾಯಿಕ ಉಡುಗೆ ತೊಟ್ಟ ರೈತರು ಅಲಂಕೃತ ರಾಸುಗಳೊಂದಿಗೆ ಮೆರವಣಿಗೆಯಲ್ಲಿ ಭಾಗವಹಿಸಿದ್ದರು. <box>1202 636 1510 648</box>
hallikar-article <box>1202 591 1516 880</box>
photo-content <box>418 589 1183 790</box>
paragraph: ಸಭೆಯಲ್ಲಿ ಜಿಲ್ಲಾ ಪಂಚಾಯಿತಿ ಮುಖ್ಯ ಕಾರ್ಯನಿರ್ವಹಣಾಧಿಕಾರಿ, ಜಿಲ್ಲಾ ಸರ್ಜನ್, ತಾಲೂಕು ಆರೋಗ್ಯಾಧಿಕಾರಿಗಳು, ಶಿಕ್ಷಣ ಇಲಾಖೆ ಅಧಿಕಾರಿಗಳು ಹಾಜರಿದ್ದರು. <box>219 795 397 892</box>
paragraph: ಕಾರ್ಯಕ್ರಮದಲ್ಲಿ ಜನಪ್ರತಿನಿಧಿಗಳು, ಅಧಿಕಾರಿಗಳು ಹಾಗೂ ಸಾವಿರಾರು ರೈತರು ಭಾಗವಹಿಸಿದ್ದರು. <box>1202 740 1487 752</box>
group-photo <box>655 1094 1184 1248</box>
paragraph: ಮಿಲಾನ್, ಮುಂಬೈ / ಬೆಂಗಳೂರು: ಭಾರತೀಯ ಕರಕುಶಲ ಪರಂಪರೆಗೆ ಮತ್ತು ಕೊಲ್ಹಾಪುರಿ ಚಪ್ಪಲಿಗಳ ಪರಂಪರೆಗೆ ಗೌರವ ಅರ್ಪಿಸುವ ಸಲುವಾಗಿ ವಿಶೇಷ ಸೀಮಿತ ಆವೃತ್ತಿಯ ಚಪ್ಪಲಿ ಸಂಗ್ರಹವನ್ನು ಬಿಡುಗಡೆ ಮಾಡಲಾಗಿದೆ. <box>11 1346 206 1401</box>
polio-headline: ಯಾವುದೇ ಮಗು ಪೋಲಿಯೋ ಲಸಿಕೆಯಿಂದ ವಂಚಿತವಾಗಬಾರದು <box>256 541 940 579</box>
